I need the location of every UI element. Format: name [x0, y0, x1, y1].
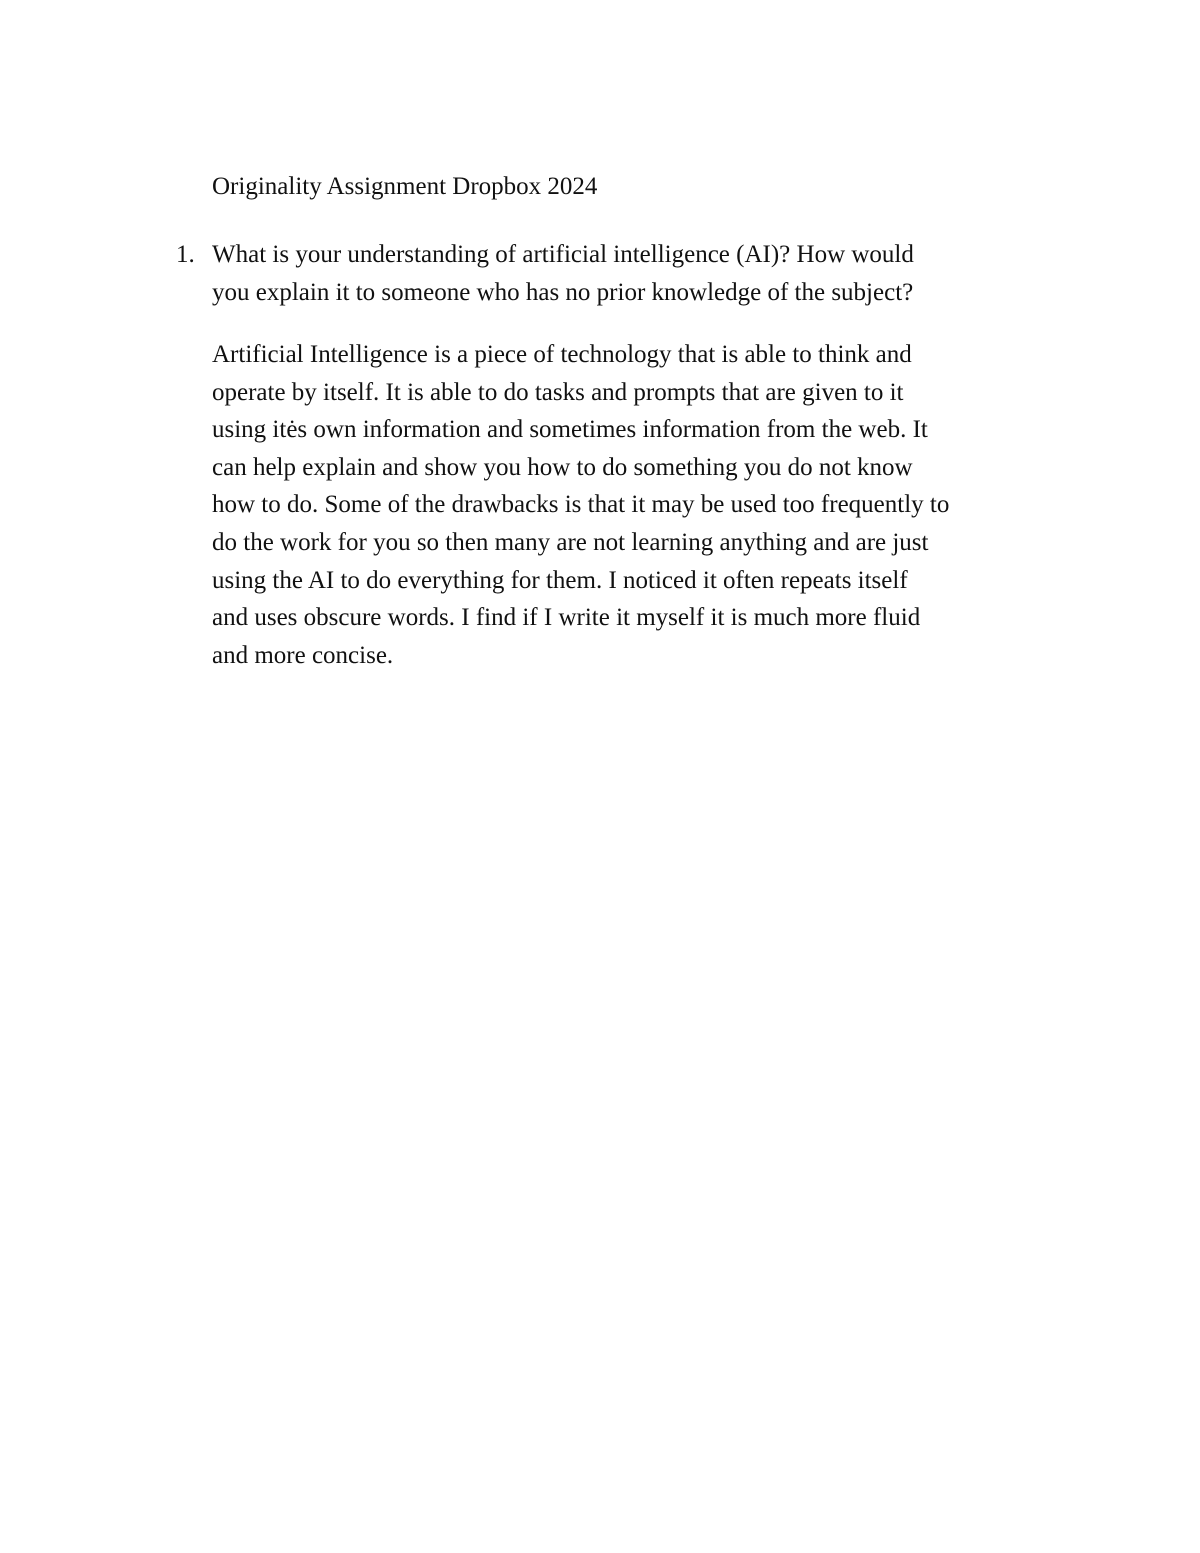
- answer-line: how to do. Some of the drawbacks is that it may be used too frequently to: [212, 491, 950, 519]
- answer-line: and more concise.: [212, 641, 394, 669]
- answer-line: using the AI to do everything for them. I noticed it often repeats itself: [212, 566, 908, 594]
- question-line: you explain it to someone who has no prior knowledge of the subject?: [212, 279, 914, 306]
- answer-line: Artificial Intelligence is a piece of technology that is able to think and: [212, 341, 912, 368]
- document-title: Originality Assignment Dropbox 2024: [212, 173, 598, 200]
- answer-paragraph: [212, 336, 1092, 674]
- answer-line: using itės own information and sometimes information from the web. It: [212, 416, 928, 444]
- question-line: What is your understanding of artificial intelligence (AI)? How would: [212, 241, 914, 268]
- question-text: [212, 236, 1072, 312]
- answer-line: and uses obscure words. I find if I write it myself it is much more fluid: [212, 604, 921, 632]
- answer-line: operate by itself. It is able to do tasks and prompts that are given to it: [212, 378, 904, 406]
- answer-line: can help explain and show you how to do something you do not know: [212, 453, 913, 481]
- answer-line: do the work for you so then many are not learning anything and are just: [212, 528, 929, 556]
- question-number: 1.: [176, 241, 195, 268]
